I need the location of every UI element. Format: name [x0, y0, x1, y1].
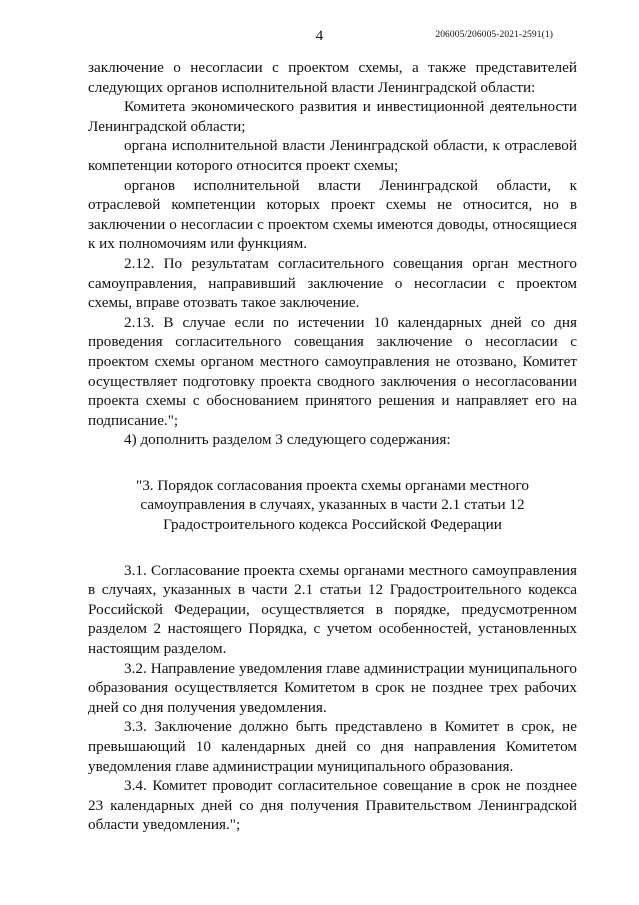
- paragraph-2-12: 2.12. По результатам согласительного совещания орган местного самоуправления, направивший заключение о несогласии с проектом схемы, вправе отозвать такое заключение.: [88, 254, 577, 312]
- paragraph-committee-economic: Комитета экономического развития и инвестиционной деятельности Ленинградской области;: [88, 98, 577, 135]
- section-3-heading: "3. Порядок согласования проекта схемы органами местного самоуправления в случаях, указанных в части 2.1 статьи 12 Градостроительного кодекса Российской Федерации: [136, 476, 529, 534]
- page-number: 4: [315, 28, 324, 44]
- paragraph-3-1: 3.1. Согласование проекта схемы органами местного самоуправления в случаях, указанных в части 2.1 статьи 12 Градостроительного кодекса Российской Федерации, осуществляется в порядке, предусмотренном разделом 2 настоящего Порядка, с учетом особенностей, установленных настоящим разделом.: [88, 561, 577, 658]
- paragraph-2-13: 2.13. В случае если по истечении 10 календарных дней со дня проведения согласительного совещания заключение о несогласии с проектом схемы органом местного самоуправления не отозвано, Комитет осуществляет подготовку проекта сводного заключения о несогласовании проекта схемы с обоснованием принятого решения и направляет его на подписание.";: [88, 313, 577, 429]
- paragraph-continuation: заключение о несогласии с проектом схемы, а также представителей следующих органов исполнительной власти Ленинградской области:: [88, 59, 577, 96]
- paragraph-3-4: 3.4. Комитет проводит согласительное совещание в срок не позднее 23 календарных дней со дня получения Правительством Ленинградской области уведомления.";: [88, 777, 577, 834]
- paragraph-executive-bodies-other: органов исполнительной власти Ленинградской области, к отраслевой компетенции которых проект схемы не относится, но в заключении о несогласии с проектом схемы имеются доводы, относящиеся к их полномочиям или функциям.: [88, 176, 577, 253]
- paragraph-3-3: 3.3. Заключение должно быть представлено в Комитет в срок, не превышающий 10 календарных дней со дня направления Комитетом уведомления главе администрации муниципального образования.: [88, 718, 577, 775]
- document-id: 206005/206005-2021-2591(1): [435, 30, 553, 40]
- paragraph-amendment-4: 4) дополнить разделом 3 следующего содержания:: [124, 431, 451, 449]
- paragraph-3-2: 3.2. Направление уведомления главе администрации муниципального образования осуществляется Комитетом в срок не позднее трех рабочих дней со дня получения уведомления.: [88, 659, 577, 716]
- paragraph-executive-body-competent: органа исполнительной власти Ленинградской области, к отраслевой компетенции которого относится проект схемы;: [88, 137, 577, 174]
- document-body: [88, 58, 577, 835]
